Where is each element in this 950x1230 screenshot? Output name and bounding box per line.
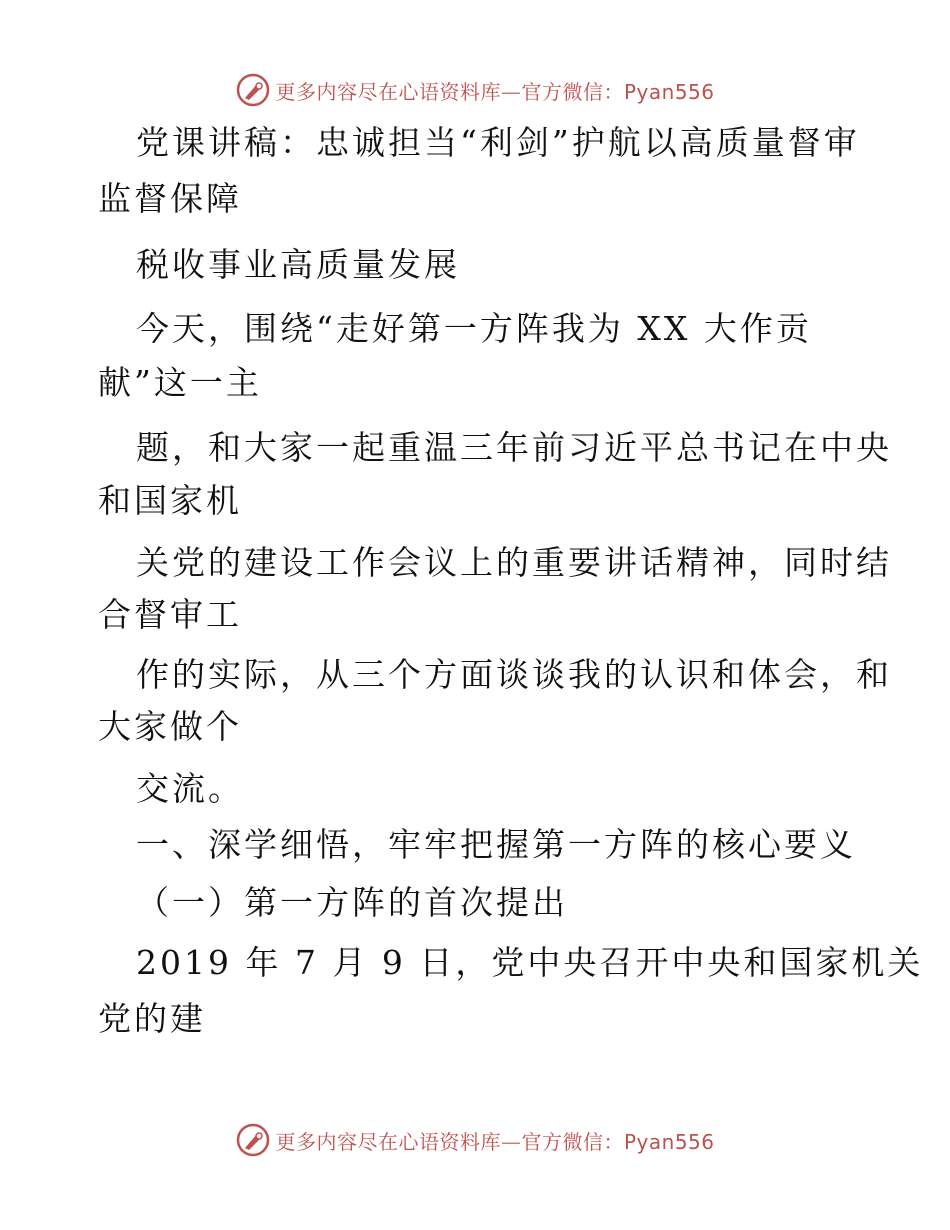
header-watermark <box>0 70 950 110</box>
document-line: 大家做个 <box>98 707 242 746</box>
document-line: 和国家机 <box>98 481 242 520</box>
document-line: 党的建 <box>98 999 206 1038</box>
document-line: 合督审工 <box>98 595 242 634</box>
watermark-text: 更多内容尽在心语资料库—官方微信：Pyan556 <box>275 79 715 104</box>
section-heading: 一、深学细悟，牢牢把握第一方阵的核心要义 <box>136 825 856 864</box>
document-line: 税收事业高质量发展 <box>136 245 460 284</box>
pen-nib-logo-icon <box>235 1122 271 1158</box>
pen-nib-logo-icon <box>235 72 271 108</box>
document-line: 2019 年 7 月 9 日，党中央召开中央和国家机关 <box>136 943 924 982</box>
document-line: 今天，围绕“走好第一方阵我为 XX 大作贡 <box>136 309 812 348</box>
document-line: 交流。 <box>136 769 244 808</box>
watermark-text: 更多内容尽在心语资料库—官方微信：Pyan556 <box>275 1129 715 1154</box>
document-line: 关党的建设工作会议上的重要讲话精神，同时结 <box>136 543 892 582</box>
document-line: 献”这一主 <box>98 363 262 402</box>
subsection-heading: （一）第一方阵的首次提出 <box>136 883 568 922</box>
footer-watermark <box>0 1120 950 1160</box>
document-line: 党课讲稿：忠诚担当“利剑”护航以高质量督审 <box>136 123 860 162</box>
document-line: 作的实际，从三个方面谈谈我的认识和体会，和 <box>136 655 892 694</box>
document-line: 题，和大家一起重温三年前习近平总书记在中央 <box>136 428 892 467</box>
document-line: 监督保障 <box>98 179 242 218</box>
